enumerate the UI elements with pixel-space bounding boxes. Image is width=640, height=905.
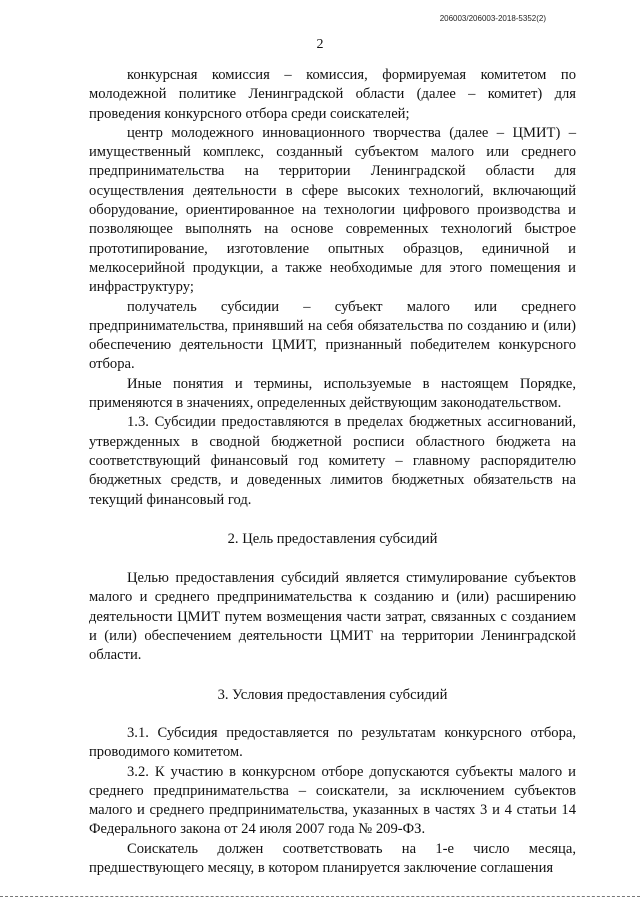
other-terms-paragraph: Иные понятия и термины, используемые в настоящем Порядке, применяются в значениях, определенных действующим законодательством. — [89, 375, 576, 412]
clause-3-1: 3.1. Субсидия предоставляется по результатам конкурсного отбора, проводимого комитетом. — [89, 724, 576, 761]
clause-3-2: 3.2. К участию в конкурсном отборе допускаются субъекты малого и среднего предпринимательства – соискатели, за исключением субъектов малого и среднего предпринимательства, указанных в частях 3 и 4 статьи 14 Федерального закона от 24 июля 2007 года № 209-ФЗ. — [89, 763, 576, 838]
scan-footer-rule — [0, 896, 640, 898]
clause-1-3: 1.3. Субсидии предоставляются в пределах бюджетных ассигнований, утвержденных в сводной бюджетной росписи областного бюджета на соответствующий финансовый год комитету – главному распорядителю бюджетных средств, и доведенных лимитов бюджетных обязательств на текущий финансовый год. — [89, 414, 576, 508]
section-3-heading: 3. Условия предоставления субсидий — [217, 686, 448, 703]
document-id: 206003/206003-2018-5352(2) — [439, 14, 546, 23]
definition-competition-commission: конкурсная комиссия – комиссия, формируемая комитетом по молодежной политике Ленинградской области (далее – комитет) для проведения конкурсного отбора среди соискателей; — [89, 67, 576, 122]
section-2-heading: 2. Цель предоставления субсидий — [227, 530, 438, 547]
document-body — [89, 66, 576, 878]
page-number: 2 — [316, 37, 324, 52]
section-2-paragraph: Целью предоставления субсидий является стимулирование субъектов малого и среднего предпринимательства к созданию и (или) расширению деятельности ЦМИТ путем возмещения части затрат, связанных с созданием и (или) обеспечением деятельности ЦМИТ на территории Ленинградской области. — [89, 570, 576, 664]
applicant-requirement-paragraph: Соискатель должен соответствовать на 1-е число месяца, предшествующего месяцу, в котором планируется заключение соглашения — [89, 840, 576, 876]
definition-cmit: центр молодежного инновационного творчества (далее – ЦМИТ) – имущественный комплекс, созданный субъектом малого или среднего предпринимательства на территории Ленинградской области для осуществления деятельности в сфере высоких технологий, включающий оборудование, ориентированное на технологии цифрового производства и позволяющее выполнять на основе современных технологий быстрое прототипирование, изготовление опытных образцов, единичной и мелкосерийной продукции, а также необходимые для этого помещения и инфраструктуру; — [89, 124, 576, 296]
definition-subsidy-recipient: получатель субсидии – субъект малого или среднего предпринимательства, принявший на себя обязательства по созданию и (или) обеспечению деятельности ЦМИТ, признанный победителем конкурсного отбора. — [89, 298, 576, 373]
